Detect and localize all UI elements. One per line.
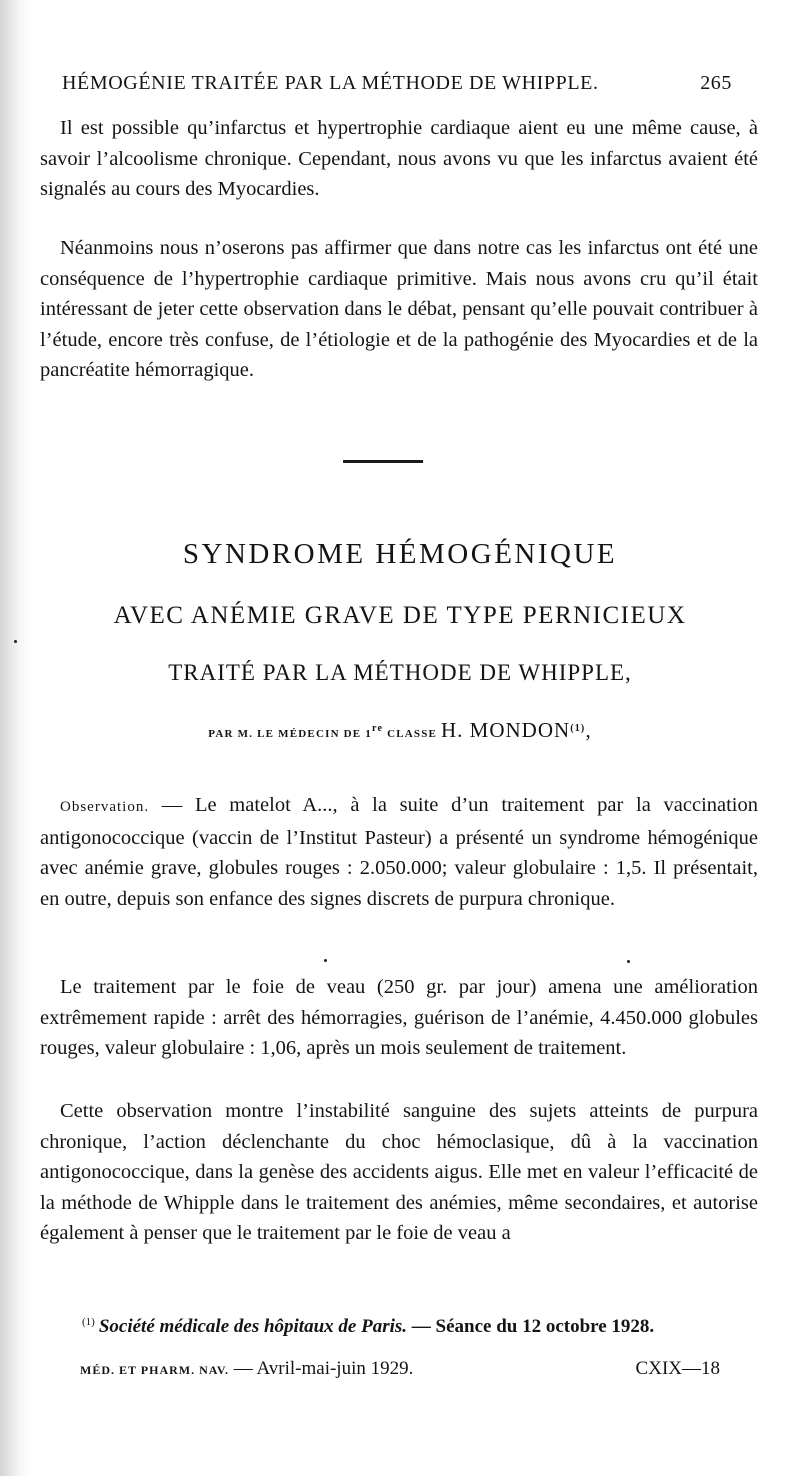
byline-suffix: , [585,718,592,742]
footnote-source: Société médicale des hôpitaux de Paris. [98,1316,408,1337]
footer-issue: — Avril-mai-juin 1929. [229,1358,414,1379]
article-title: SYNDROME HÉMOGÉNIQUE [182,538,618,570]
footer-journal-line [80,1358,413,1380]
footnote-mark: (1) [82,1316,95,1328]
byline-class: CLASSE [387,728,438,740]
body-paragraph: Cette observation montre l’instabilité sanguine des sujets atteints de purpura chronique, l’action déclenchante du choc hémoclasique, dû à la vaccination antigonococcique, dans la genèse des accidents aigus. Elle met en valeur l’efficacité de la méthode de Whipple dans le traitement des anémies, même secondaires, et autorise également à penser que le traitement par le foie de veau a [40,1100,758,1244]
page-number: 265 [700,72,732,94]
footnote-reference: (1) [570,723,586,734]
running-head-title: HÉMOGÉNIE TRAITÉE PAR LA MÉTHODE DE WHIPPLE. [62,72,599,94]
article-subtitle-2: TRAITÉ PAR LA MÉTHODE DE WHIPPLE, [168,660,632,685]
scan-speck [14,640,17,643]
footnote [82,1316,762,1338]
byline-ordinal: re [372,723,384,734]
footnote-detail: — Séance du 12 octobre 1928. [407,1316,655,1337]
author-name: H. MONDON [441,718,571,742]
body-paragraph: Il est possible qu’infarctus et hypertrophie cardiaque aient eu une même cause, à savoir l’alcoolisme chronique. Cependant, nous avons vu que les infarctus avaient été signalés au cours des Myocardies. [40,117,758,200]
observation-label: Observation. [60,799,150,815]
section-divider [343,460,423,463]
signature-mark: CXIX—18 [635,1358,720,1379]
byline [0,718,800,743]
body-paragraph: Néanmoins nous n’oserons pas affirmer que dans notre cas les infarctus ont été une conséquence de l’hypertrophie cardiaque primitive. Mais nous avons cru qu’il était intéressant de jeter cette observation dans le débat, pensant qu’elle pouvait contribuer à l’étude, encore très confuse, de l’étiologie et de la pathogénie des Myocardies et de la pancréatite hémorragique. [40,237,758,381]
byline-prefix: PAR M. LE MÉDECIN DE 1 [208,728,372,740]
scan-speck [627,960,630,963]
article-subtitle: AVEC ANÉMIE GRAVE DE TYPE PERNICIEUX [113,602,687,629]
body-paragraph: Le traitement par le foie de veau (250 gr. par jour) amena une amélioration extrêmement rapide : arrêt des hémorragies, guérison de l’anémie, 4.450.000 globules rouges, valeur globulaire : 1,06, après un mois seulement de traitement. [40,976,758,1059]
footer-journal: MÉD. ET PHARM. NAV. [80,1363,230,1377]
observation-text: — Le matelot A..., à la suite d’un traitement par la vaccination antigonococcique (vaccin de l’Institut Pasteur) a présenté un syndrome hémogénique avec anémie grave, globules rouges : 2.050.000; valeur globulaire : 1,5. Il présentait, en outre, depuis son enfance des signes discrets de purpura chronique. [40,794,759,910]
observation-paragraph [40,790,758,914]
scan-speck [324,959,327,962]
